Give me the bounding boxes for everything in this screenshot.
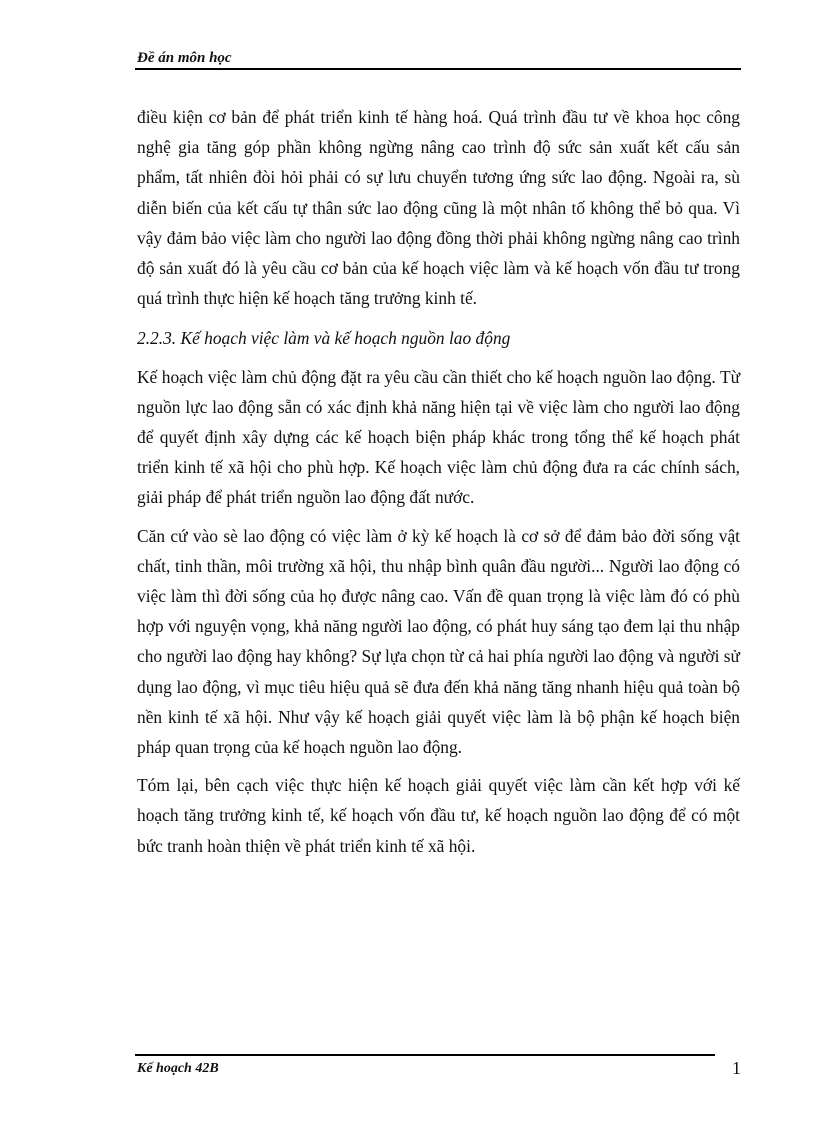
footer-title: Kế hoạch 42B [137,1061,219,1076]
section-heading: 2.2.3. Kế hoạch việc làm và kế hoạch nguồn lao động [137,328,511,349]
body-paragraph-2: Kế hoạch việc làm chủ động đặt ra yêu cầu cần thiết cho kế hoạch nguồn lao động. Từ nguồn lực lao động sẵn có xác định khả năng hiện tại về việc làm cho người lao động để quyết định xây dựng các kế hoạch biện pháp khác trong tổng thể kế hoạch phát triển kinh tế xã hội cho phù hợp. Kế hoạch việc làm chủ động đưa ra các chính sách, giải pháp để phát triển nguồn lao động đất nước. [137,366,740,508]
body-paragraph-3: Căn cứ vào sè lao động có việc làm ở kỳ kế hoạch là cơ sở để đảm bảo đời sống vật chất, tinh thần, môi trường xã hội, thu nhập bình quân đầu người... Người lao động có việc làm thì đời sống của họ được nâng cao. Vấn đề quan trọng là việc làm đó có phù hợp với nguyện vọng, khả năng người lao động, có phát huy sáng tạo đem lại thu nhập cho người lao động hay không? Sự lựa chọn từ cả hai phía người lao động và người sử dụng lao động, vì mục tiêu hiệu quả sẽ đưa đến khả năng tăng nhanh hiệu quả toàn bộ nền kinh tế xã hội. Như vậy kế hoạch giải quyết việc làm là bộ phận kế hoạch biện pháp quan trọng của kế hoạch nguồn lao động. [137,525,740,758]
body-paragraph-1: điều kiện cơ bản để phát triển kinh tế hàng hoá. Quá trình đầu tư về khoa học công nghệ gia tăng góp phần không ngừng nâng cao trình độ sức sản xuất kết cấu sản phẩm, tất nhiên đòi hỏi phải có sự lưu chuyển tương ứng sức lao động. Ngoài ra, sù diễn biến của kết cấu tự thân sức lao động cũng là một nhân tố không thể bỏ qua. Vì vậy đảm bảo việc làm cho người lao động đồng thời phải không ngừng nâng cao trình độ sản xuất đó là yêu cầu cơ bản của kế hoạch việc làm và kế hoạch vốn đầu tư trong quá trình thực hiện kế hoạch tăng trưởng kinh tế. [137,107,740,309]
body-paragraph-4: Tóm lại, bên cạch việc thực hiện kế hoạch giải quyết việc làm cần kết hợp với kế hoạch tăng trưởng kinh tế, kế hoạch vốn đầu tư, kế hoạch nguồn lao động để có một bức tranh hoàn thiện về phát triển kinh tế xã hội. [137,775,740,856]
header-title: Đề án môn học [137,50,232,66]
footer-divider [135,1054,715,1056]
page-body [137,102,740,861]
header-divider [135,68,741,70]
page-number: 1 [732,1058,741,1078]
